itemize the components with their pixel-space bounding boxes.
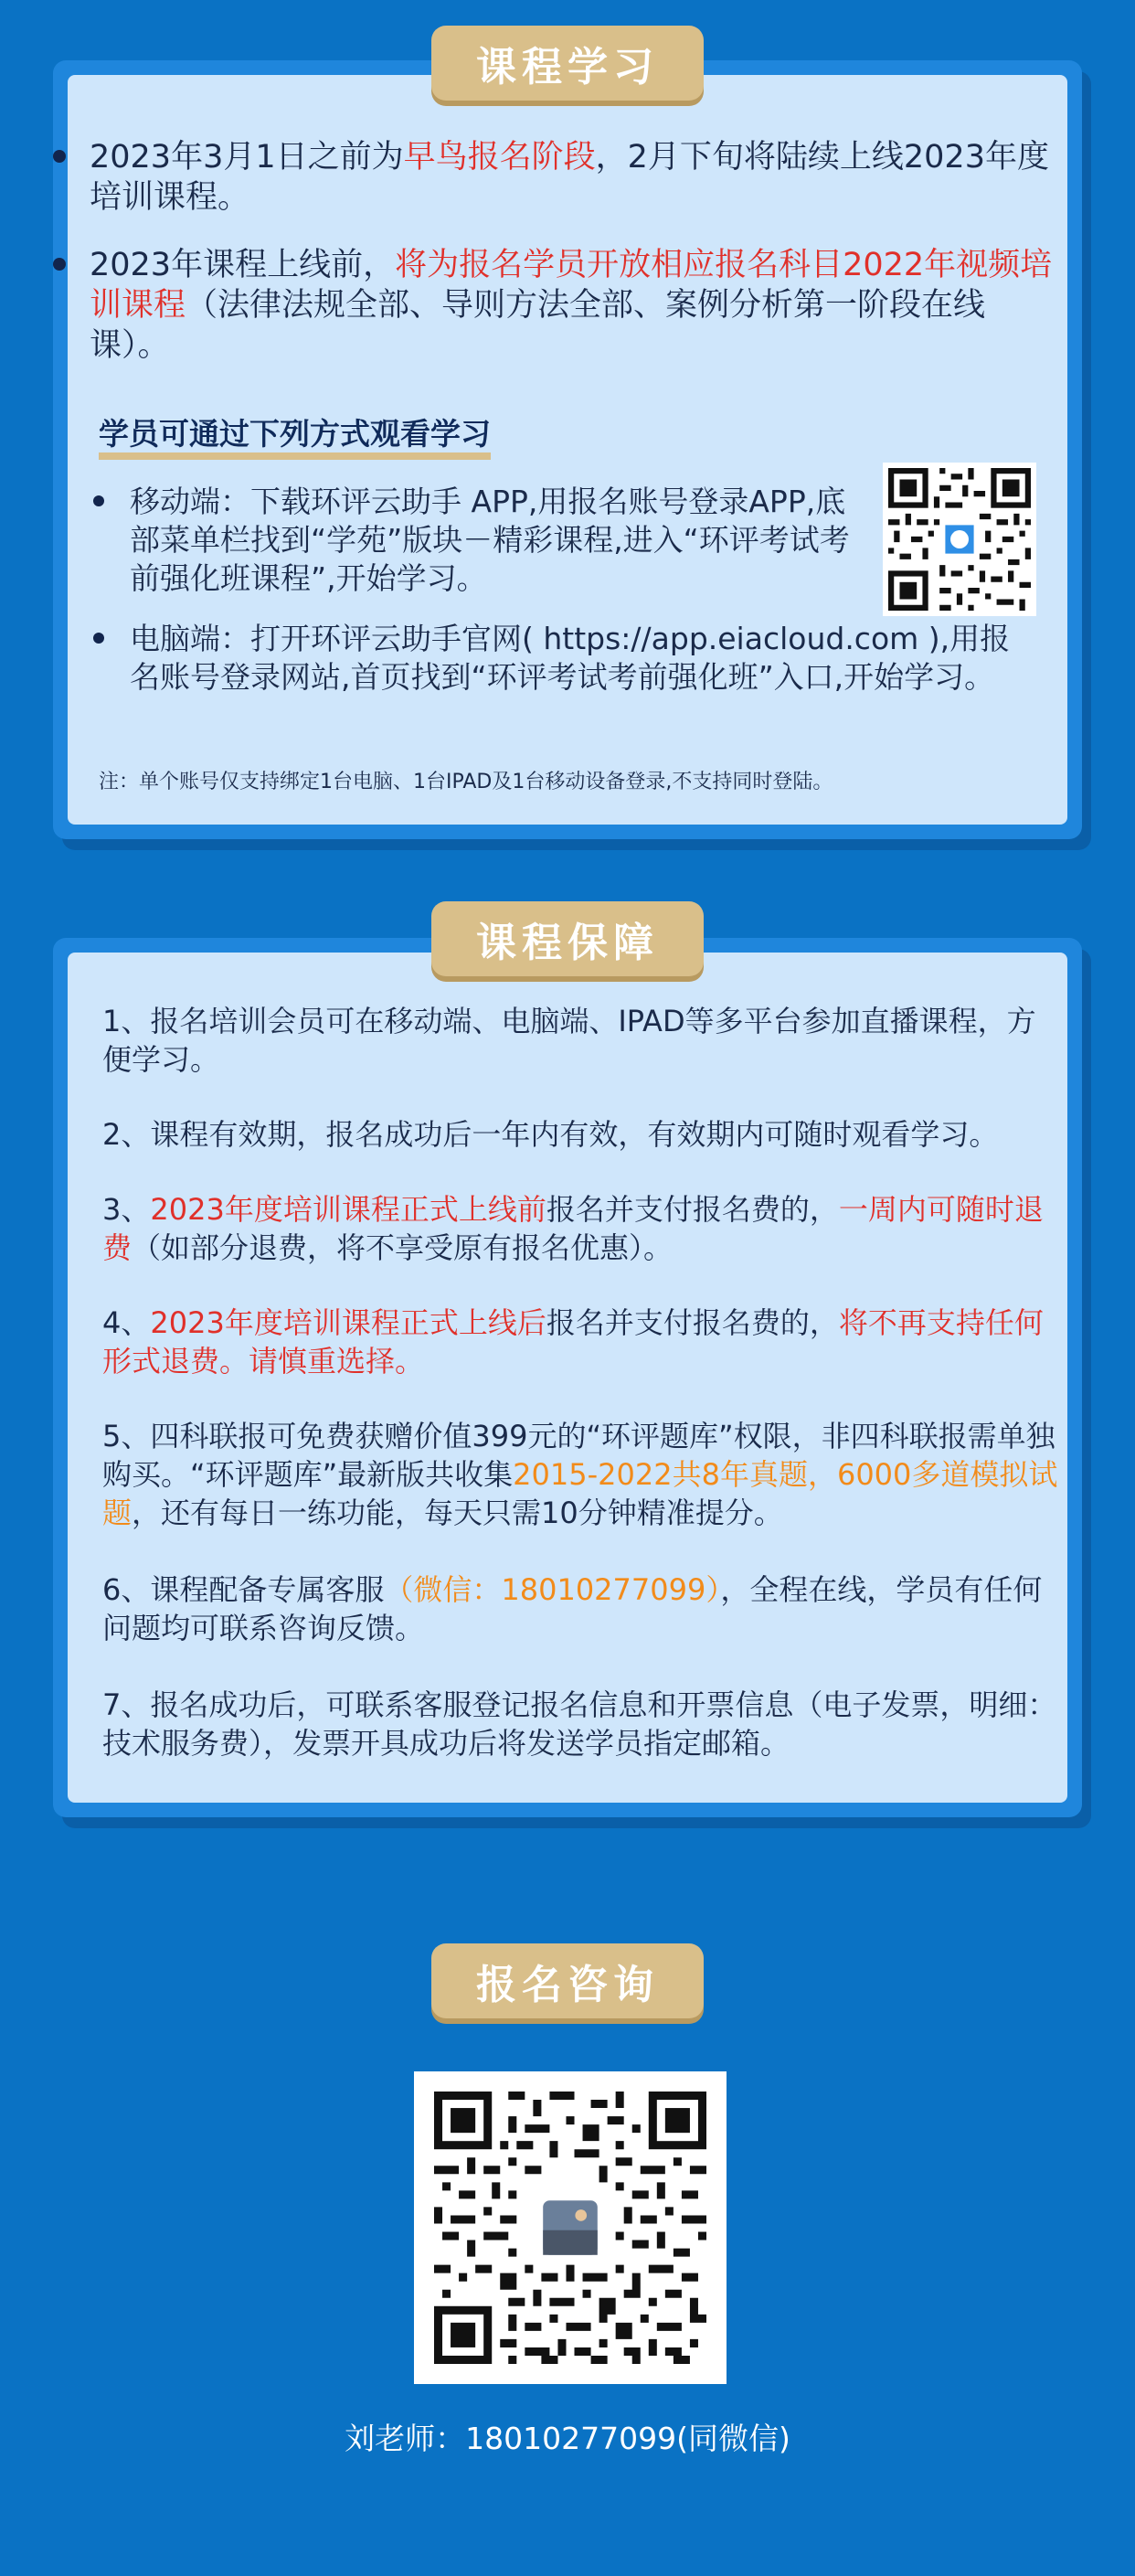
guarantee-item-7: 7、报名成功后，可联系客服登记报名信息和开票信息（电子发票，明细：技术服务费），发票开具成功后将发送学员指定邮箱。 <box>102 1687 1057 1761</box>
bullet-dot <box>93 495 104 506</box>
guarantee-item-1: 1、报名培训会员可在移动端、电脑端、IPAD等多平台参加直播课程，方便学习。 <box>102 1004 1036 1077</box>
guarantee-item-3: 3、2023年度培训课程正式上线前报名并支付报名费的，一周内可随时退费（如部分退费，将不享受原有报名优惠）。 <box>102 1192 1044 1265</box>
mobile-method: 移动端：下载环评云助手 APP,用报名账号登录APP,底部菜单栏找到“学苑”版块－精彩课程,进入“环评考试考前强化班课程”,开始学习。 <box>99 483 857 598</box>
consult-qr-code[interactable] <box>414 2071 727 2384</box>
bullet-dot <box>53 150 66 163</box>
qr-icon <box>434 2092 706 2364</box>
course-guarantee-title: 课程保障 <box>431 901 704 976</box>
contact-text: 刘老师：18010277099(同微信) <box>345 2421 790 2456</box>
guarantee-item-6: 6、课程配备专属客服（微信：18010277099），全程在线，学员有任何问题均可联系咨询反馈。 <box>102 1572 1043 1645</box>
app-qr-code <box>883 463 1036 616</box>
qr-icon <box>888 468 1031 611</box>
guarantee-item-2: 2、课程有效期，报名成功后一年内有效，有效期内可随时观看学习。 <box>102 1117 999 1152</box>
pc-method: 电脑端：打开环评云助手官网( https://app.eiacloud.com ),用报名账号登录网站,首页找到“环评考试考前强化班”入口,开始学习。 <box>99 620 1040 697</box>
guarantee-item-4: 4、2023年度培训课程正式上线后报名并支付报名费的，将不再支持任何形式退费。请慎重选择。 <box>102 1305 1044 1378</box>
bullet-dot <box>53 258 66 271</box>
watch-methods-heading: 学员可通过下列方式观看学习 <box>99 416 491 460</box>
launch-bullet: 2023年课程上线前，将为报名学员开放相应报名科目2022年视频培训课程（法律法规全部、导则方法全部、案例分析第一阶段在线课）。 <box>71 245 1058 366</box>
device-note: 注：单个账号仅支持绑定1台电脑、1台IPAD及1台移动设备登录,不支持同时登陆。 <box>99 771 833 793</box>
consult-title: 报名咨询 <box>431 1943 704 2018</box>
guarantee-item-5: 5、四科联报可免费获赠价值399元的“环评题库”权限，非四科联报需单独购买。“环评题库”最新版共收集2015-2022共8年真题，6000多道模拟试题，还有每日一练功能，每天只需10分钟精准提分。 <box>102 1419 1058 1530</box>
early-bird-bullet: 2023年3月1日之前为早鸟报名阶段，2月下旬将陆续上线2023年度培训课程。 <box>71 137 1058 218</box>
bullet-dot <box>93 633 104 644</box>
course-learning-title: 课程学习 <box>431 26 704 101</box>
